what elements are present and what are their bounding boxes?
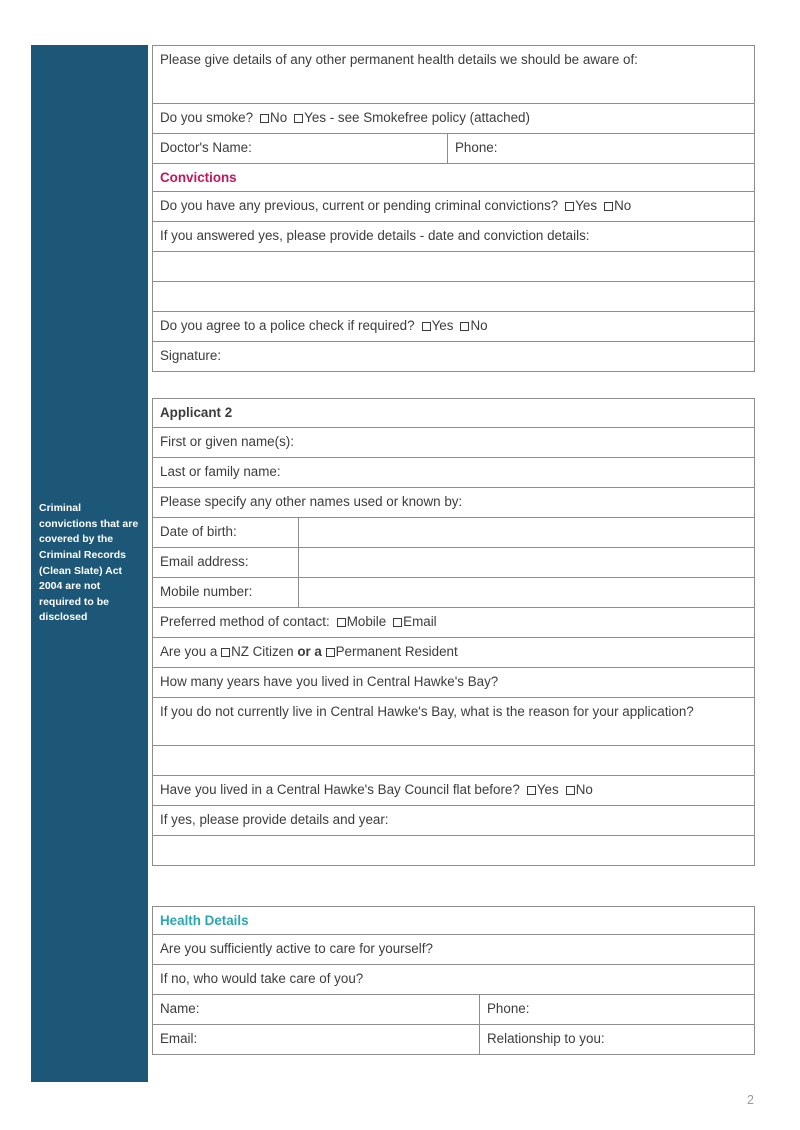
convictions-heading: Convictions	[153, 164, 755, 192]
table-row	[153, 805, 755, 835]
table-row	[153, 935, 755, 965]
checkbox-permanent-resident[interactable]	[326, 648, 335, 657]
mobile-label: Mobile number:	[153, 577, 299, 607]
police-yes-label: Yes	[431, 318, 454, 334]
citizenship-cell	[153, 637, 755, 667]
doctor-phone-field[interactable]: Phone:	[448, 134, 755, 164]
table-row	[153, 637, 755, 667]
council-flat-details-field[interactable]: If yes, please provide details and year:	[153, 805, 755, 835]
council-flat-yes-label: Yes	[536, 781, 559, 797]
contact-email-label: Email	[403, 613, 437, 629]
table-row	[153, 457, 755, 487]
mobile-input[interactable]	[299, 577, 755, 607]
table-row	[153, 906, 755, 934]
contact-mobile-label: Mobile	[346, 613, 387, 629]
table-row	[153, 517, 755, 547]
table-row	[153, 312, 755, 342]
checkbox-nz-citizen[interactable]	[221, 648, 230, 657]
applicant-2-table	[152, 398, 755, 865]
convictions-yes-label: Yes	[575, 198, 598, 214]
health-and-convictions-table	[152, 45, 755, 372]
checkbox-council-flat-no[interactable]	[566, 786, 575, 795]
table-row	[153, 697, 755, 745]
section-gap	[152, 866, 754, 906]
table-row	[153, 745, 755, 775]
police-check-question-label: Do you agree to a police check if required?	[160, 318, 415, 334]
preferred-contact-cell	[153, 607, 755, 637]
checkbox-convictions-no[interactable]	[604, 202, 613, 211]
checkbox-council-flat-yes[interactable]	[527, 786, 536, 795]
carer-relationship-field[interactable]: Relationship to you:	[480, 1025, 755, 1055]
table-row	[153, 399, 755, 427]
other-names-field[interactable]: Please specify any other names used or known by:	[153, 487, 755, 517]
table-row	[153, 577, 755, 607]
checkbox-smoke-yes[interactable]	[294, 114, 303, 123]
sidebar-note-text: Criminal convictions that are covered by the Criminal Records (Clean Slate) Act 2004 are not required to be disclosed	[39, 502, 139, 624]
table-row	[153, 607, 755, 637]
checkbox-smoke-no[interactable]	[260, 114, 269, 123]
permanent-health-details-field[interactable]: Please give details of any other permanent health details we should be aware of:	[153, 46, 755, 104]
table-row	[153, 835, 755, 865]
checkbox-contact-email[interactable]	[393, 618, 402, 627]
table-row	[153, 427, 755, 457]
table-row	[153, 164, 755, 192]
citizenship-prefix: Are you a	[160, 643, 218, 659]
smoke-yes-label: Yes - see Smokefree policy (attached)	[304, 110, 530, 125]
email-input[interactable]	[299, 547, 755, 577]
council-flat-question-cell	[153, 775, 755, 805]
sufficiently-active-field[interactable]: Are you sufficiently active to care for yourself?	[153, 935, 755, 965]
applicant-2-banner: Applicant 2	[153, 399, 755, 427]
table-row	[153, 1025, 755, 1055]
reason-for-application-field[interactable]: If you do not currently live in Central Hawke's Bay, what is the reason for your application?	[153, 697, 755, 745]
page-number: 2	[747, 1093, 754, 1107]
table-row	[153, 667, 755, 697]
table-row	[153, 282, 755, 312]
years-lived-field[interactable]: How many years have you lived in Central Hawke's Bay?	[153, 667, 755, 697]
email-label: Email address:	[153, 547, 299, 577]
sidebar-note-block	[31, 45, 148, 1082]
table-row	[153, 134, 755, 164]
convictions-question-label: Do you have any previous, current or pending criminal convictions?	[160, 198, 559, 214]
dob-label: Date of birth:	[153, 517, 299, 547]
table-row	[153, 965, 755, 995]
council-flat-question-label: Have you lived in a Central Hawke's Bay Council flat before?	[160, 781, 520, 797]
dob-input[interactable]	[299, 517, 755, 547]
table-row	[153, 104, 755, 134]
carer-name-field[interactable]: Name:	[153, 995, 480, 1025]
doctor-name-field[interactable]: Doctor's Name:	[153, 134, 448, 164]
table-row	[153, 192, 755, 222]
section-gap	[152, 372, 754, 398]
table-row	[153, 995, 755, 1025]
table-row	[153, 46, 755, 104]
preferred-contact-label: Preferred method of contact:	[160, 613, 330, 629]
first-name-field[interactable]: First or given name(s):	[153, 427, 755, 457]
convictions-no-label: No	[614, 198, 632, 214]
council-flat-no-label: No	[575, 781, 593, 797]
smoke-question-label: Do you smoke?	[160, 110, 254, 125]
carer-question-field[interactable]: If no, who would take care of you?	[153, 965, 755, 995]
checkbox-contact-mobile[interactable]	[337, 618, 346, 627]
checkbox-police-yes[interactable]	[422, 322, 431, 331]
table-row	[153, 487, 755, 517]
citizenship-conjunction: or a	[297, 643, 322, 659]
checkbox-police-no[interactable]	[460, 322, 469, 331]
smoke-question-cell	[153, 104, 755, 134]
last-name-field[interactable]: Last or family name:	[153, 457, 755, 487]
conviction-details-line-1[interactable]	[153, 252, 755, 282]
council-flat-details-line[interactable]	[153, 835, 755, 865]
table-row	[153, 252, 755, 282]
police-no-label: No	[470, 318, 488, 334]
table-row	[153, 775, 755, 805]
carer-phone-field[interactable]: Phone:	[480, 995, 755, 1025]
signature-field[interactable]: Signature:	[153, 342, 755, 372]
police-check-question-cell	[153, 312, 755, 342]
carer-email-field[interactable]: Email:	[153, 1025, 480, 1055]
table-row	[153, 222, 755, 252]
permanent-resident-label: Permanent Resident	[335, 643, 458, 659]
table-row	[153, 547, 755, 577]
convictions-question-cell	[153, 192, 755, 222]
smoke-no-label: No	[270, 110, 288, 125]
form-content-column	[152, 45, 754, 1055]
nz-citizen-label: NZ Citizen	[231, 643, 294, 659]
checkbox-convictions-yes[interactable]	[565, 202, 574, 211]
health-details-table	[152, 906, 755, 1055]
conviction-details-line-2[interactable]	[153, 282, 755, 312]
table-row	[153, 342, 755, 372]
health-details-heading: Health Details	[153, 906, 755, 934]
reason-for-application-line[interactable]	[153, 745, 755, 775]
conviction-details-prompt: If you answered yes, please provide details - date and conviction details:	[153, 222, 755, 252]
